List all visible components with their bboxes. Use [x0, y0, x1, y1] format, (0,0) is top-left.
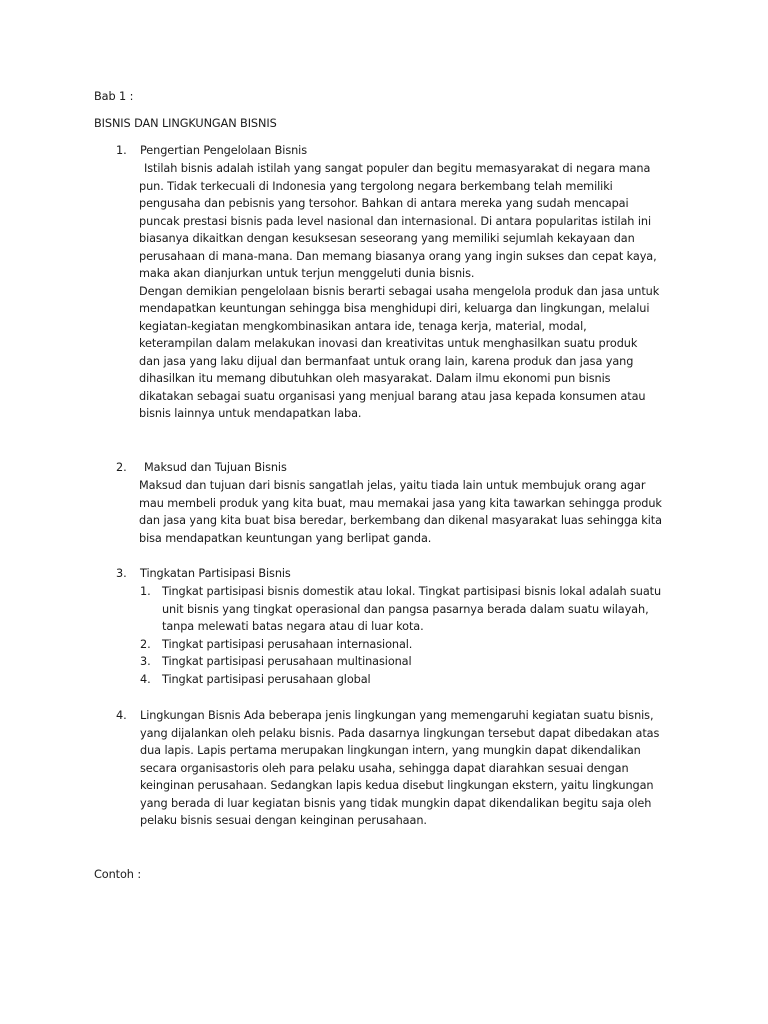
paragraph-line: dihasilkan itu memang dibutuhkan oleh masyarakat. Dalam ilmu ekonomi pun bisnis [139, 372, 611, 385]
paragraph-line: pelaku bisnis sesuai dengan keinginan perusahaan. [140, 814, 427, 827]
section-number: 3. [116, 567, 127, 580]
paragraph-line: kegiatan-kegiatan mengkombinasikan antara ide, tenaga kerja, material, modal, [139, 319, 587, 333]
list-item-line: Tingkat partisipasi perusahaan multinasional [162, 655, 412, 668]
paragraph-line: Maksud dan tujuan dari bisnis sangatlah jelas, yaitu tiada lain untuk membujuk orang agar [139, 479, 646, 492]
paragraph-line: dan jasa yang laku dijual dan bermanfaat untuk orang lain, karena produk dan jasa yang [139, 354, 634, 368]
paragraph-line: dua lapis. Lapis pertama merupakan lingkungan intern, yang mungkin dapat dikendalikan [140, 744, 641, 757]
section-body [139, 477, 709, 547]
paragraph-line: perusahaan di mana-mana. Dan memang biasanya orang yang ingin sukses dan cepat kaya, [139, 249, 657, 263]
list-item-number: 2. [140, 637, 151, 651]
section-number: 4. [116, 709, 127, 722]
sub-list [140, 583, 700, 688]
list-item-number: 3. [140, 655, 151, 668]
list-item-number: 1. [140, 585, 151, 598]
list-item-line: Tingkat partisipasi perusahaan global [162, 672, 371, 686]
list-item [140, 583, 700, 636]
list-item-line: unit bisnis yang tingkat operasional dan pangsa pasarnya berada dalam suatu wilayah, [162, 602, 649, 616]
paragraph-line: maka akan dianjurkan untuk terjun menggeluti dunia bisnis. [139, 267, 475, 280]
paragraph-line: Istilah bisnis adalah istilah yang sangat populer dan begitu memasyarakat di negara mana [144, 162, 651, 175]
paragraph-line: bisnis lainnya untuk mendapatkan laba. [139, 407, 362, 420]
section-heading: Maksud dan Tujuan Bisnis [144, 461, 287, 474]
paragraph-line: dikatakan sebagai suatu organisasi yang menjual barang atau jasa kepada konsumen atau [139, 389, 646, 403]
list-item-number: 4. [140, 672, 151, 686]
section-body [139, 160, 709, 423]
paragraph-line: yang berada di luar kegiatan bisnis yang tidak mungkin dapat dikendalikan begitu saja oleh [140, 796, 652, 810]
paragraph-line: pun. Tidak terkecuali di Indonesia yang tergolong negara berkembang telah memiliki [139, 179, 613, 193]
section-number: 2. [116, 461, 127, 474]
paragraph-line: keterampilan dalam melakukan inovasi dan kreativitas untuk menghasilkan suatu produk [139, 337, 638, 350]
section-number: 1. [116, 144, 127, 157]
paragraph-line: mendapatkan keuntungan sehingga bisa menghidupi diri, keluarga dan lingkungan, melalui [139, 302, 650, 315]
list-item [140, 653, 700, 671]
paragraph-line: biasanya dikaitkan dengan kesuksesan seseorang yang memiliki sejumlah kekayaan dan [139, 232, 635, 245]
paragraph-line: secara organisastoris oleh para pelaku usaha, sehingga dapat diarahkan sesuai dengan [140, 761, 629, 775]
closing-label: Contoh : [94, 868, 142, 881]
paragraph-line: yang dijalankan oleh pelaku bisnis. Pada dasarnya lingkungan tersebut dapat dibedakan atas [140, 726, 660, 740]
document-title: BISNIS DAN LINGKUNGAN BISNIS [94, 117, 277, 130]
paragraph-line: dan jasa yang kita buat bisa beredar, berkembang dan dikenal masyarakat luas sehingga kita [139, 514, 662, 527]
section-body [140, 725, 710, 830]
list-item-line: Tingkat partisipasi bisnis domestik atau lokal. Tingkat partisipasi bisnis lokal adalah suatu [162, 585, 662, 598]
paragraph-line: pengusaha dan pebisnis yang tersohor. Bahkan di antara mereka yang sudah mencapai [139, 197, 629, 210]
list-item [140, 671, 700, 689]
paragraph-line: bisa mendapatkan keuntungan yang berlipat ganda. [139, 531, 432, 545]
list-item-line: tanpa melewati batas negara atau di luar kota. [162, 620, 424, 633]
chapter-label: Bab 1 : [94, 90, 134, 103]
list-item [140, 636, 700, 654]
list-item-line: Tingkat partisipasi perusahaan internasional. [162, 637, 413, 651]
section-heading: Tingkatan Partisipasi Bisnis [140, 567, 291, 580]
paragraph-line: puncak prestasi bisnis pada level nasional dan internasional. Di antara popularitas istilah ini [139, 214, 651, 228]
paragraph-line: Dengan demikian pengelolaan bisnis berarti sebagai usaha mengelola produk dan jasa untuk [139, 284, 660, 298]
paragraph-line: mau membeli produk yang kita buat, mau memakai jasa yang kita tawarkan sehingga produk [139, 496, 662, 510]
section-heading: Pengertian Pengelolaan Bisnis [140, 144, 308, 157]
paragraph-line: keinginan perusahaan. Sedangkan lapis kedua disebut lingkungan ekstern, yaitu lingkungan [140, 779, 654, 792]
section-heading: Lingkungan Bisnis Ada beberapa jenis lingkungan yang memengaruhi kegiatan suatu bisnis, [140, 709, 654, 722]
